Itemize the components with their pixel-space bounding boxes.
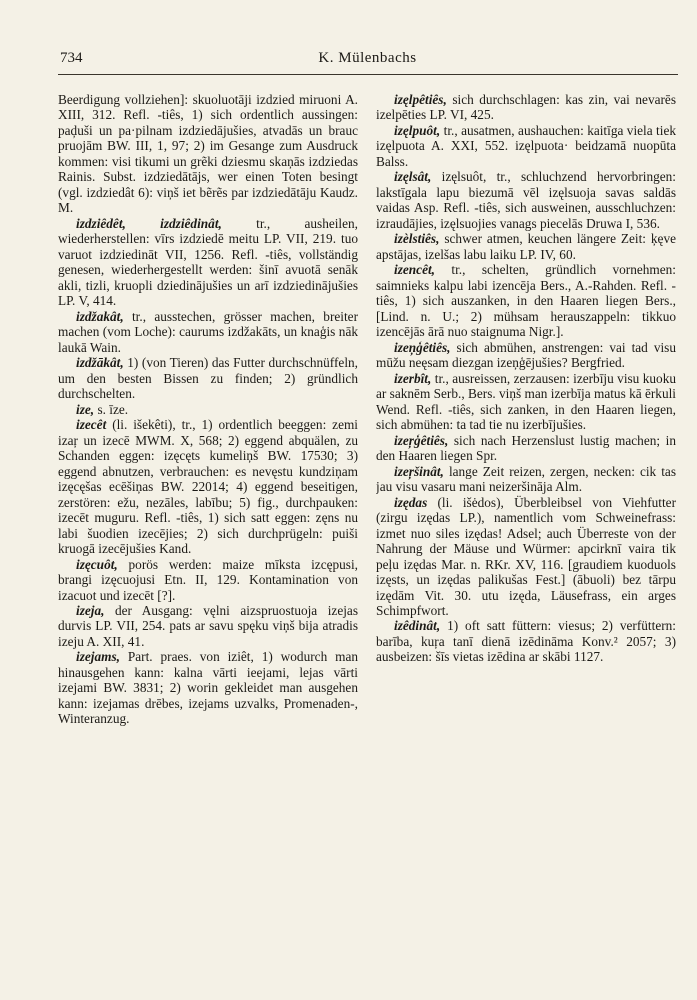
entry-headword: izeja, <box>76 602 105 618</box>
entry-headword: izèlstiês, <box>394 231 440 247</box>
entry-headword: izdziêdêt, izdziêdinât, <box>76 215 222 231</box>
entry-headword: izdžakât, <box>76 308 124 324</box>
entry-text: der Ausgang: vęlni aizspruostuoja izejas durvis LP. VII, 254. pats ar savu spęku viņš bija atradis izeju A. XII, 41. <box>58 602 358 649</box>
dictionary-entry <box>376 340 676 371</box>
entry-headword: izęlpuôt, <box>394 122 441 138</box>
entry-headword: izęlsât, <box>394 169 432 185</box>
entry-text: izęlsuôt, tr., schluchzend hervorbringen: lakstīgala lapu biezumā vēl izęlsuoja savas saldās vaidas Asp. Refl. -tiês, sich ausweinen, ausschluchzen: izraudājies, izęlsuojies vanags piecelās Druwa I, 536. <box>376 169 676 231</box>
entry-text: Beerdigung vollziehen]: skuoluotāji izdzied miruoni A. XIII, 312. Refl. -tiês, 1) sich ordentlich aussingen: paḑuši un pa·pilnam izdziedājušies, atvadās un brauc pruojām BW. III, 1, 97; 2) im Gesange zum Ausdruck kommen: visi tikumi un grẽki dziesmu skaņās izdziedas Rainis. Subst. izdziedātājs, wer einen Toten besingt (vgl. izdziedât 6): viņš iet bẽrẽs par izdziedātāju Kaudz. M. <box>58 92 358 216</box>
dictionary-entry <box>376 231 676 262</box>
dictionary-entry <box>58 417 358 556</box>
header-rule <box>58 74 678 75</box>
dictionary-entry <box>376 371 676 433</box>
dictionary-entry <box>376 495 676 619</box>
entry-headword: izeŗģêtiês, <box>394 432 449 448</box>
entry-text: sich nach Herzenslust lustig machen; in den Haaren liegen Spr. <box>376 432 676 464</box>
entry-text: 1) oft satt füttern: viesus; 2) verfüttern: barība, kuŗa tanī dienā izēdināma Konv.² 2057; 3) ausbeizen: šīs vietas izēdina ar skābi 1127. <box>376 618 676 665</box>
entry-text: tr., ausatmen, aushauchen: kaitīga viela tiek izęlpuota A. XXI, 552. izęlpuota· beidzamā nuopūta Balss. <box>376 122 676 169</box>
entry-text: sich durchschlagen: kas zin, vai nevarēs izelpēties LP. VI, 425. <box>376 92 676 123</box>
dictionary-entry <box>376 262 676 339</box>
entry-text: sich abmühen, anstrengen: vai tad visu mūžu neęsam diezgan izeņģējušies? Bergfried. <box>376 339 676 371</box>
entry-text: s. īze. <box>97 401 129 417</box>
entry-text: lange Zeit reizen, zergen, necken: cik tas jau visu vasaru mani neizeršināja Alm. <box>376 463 676 495</box>
entry-headword: izejams, <box>76 649 120 665</box>
entry-text: Part. praes. von iziêt, 1) wodurch man hinausgehen kann: kalna vārti ieejami, lejas vārti izejami BW. 3831; 2) worin gekleidet man ausgehen kann: izejamas drēbes, izejams uzvalks, Promenaden-, Winteranzug. <box>58 649 358 727</box>
dictionary-entry <box>58 309 358 355</box>
entry-text: tr., ausstechen, grösser machen, breiter machen (vom Loche): caurums izdžakāts, un knaģis nāk laukā Wain. <box>58 308 358 355</box>
entry-headword: ize, <box>76 401 95 417</box>
dictionary-entry <box>58 557 358 603</box>
entry-headword: izędas <box>394 494 428 510</box>
entry-headword: izeŗšinât, <box>394 463 444 479</box>
dictionary-entry <box>376 169 676 231</box>
dictionary-entry <box>58 402 358 417</box>
dictionary-entry <box>58 603 358 649</box>
dictionary-entry <box>376 618 676 664</box>
left-column <box>58 92 358 992</box>
entry-headword: izencêt, <box>394 262 435 278</box>
dictionary-entry <box>376 92 676 123</box>
entry-headword: izerbît, <box>394 370 432 386</box>
entry-text: schwer atmen, keuchen längere Zeit: ķęve apstājas, izelšas labu laiku LP. IV, 60. <box>376 231 676 262</box>
entry-text: (li. išekêti), tr., 1) ordentlich beeggen: zemi izaŗ un izecē MWM. X, 568; 2) eggend abquälen, zu Schanden eggen: izęcęts kumeliņš BW. 17530; 3) eggend abnutzen, verbrauchen: es nevęstu kundziņam izęcęšas ecēšiņas BW. 22014; 4) eggend beseitigen, zerstören: ežu, nezāles, labību; 5) fig., durchpauken: izecēt muguru. Refl. -tiês, 1) sich satt eggen: zęns nu labi šuodien izecējies; 2) sich durchprügeln: puiši kruogā izecējušies Kand. <box>58 417 358 557</box>
page-header <box>60 50 675 72</box>
dictionary-entry <box>58 216 358 309</box>
dictionary-entry <box>58 355 358 401</box>
page-number: 734 <box>60 50 83 66</box>
entry-headword: izdžākât, <box>76 355 124 371</box>
entry-headword: izęcuôt, <box>76 556 118 572</box>
entry-text: tr., schelten, gründlich vornehmen: saimnieks kalpu labi izencēja Bers., A.-Rahden. Refl. -tiês, 1) sich auszanken, in den Haaren liegen Bers., [Lind. n. U.; 2) mühsam herauszappeln: tikkuo izencējās ārā nuo staignuma Nigr.]. <box>376 262 676 340</box>
entry-text: tr., ausreissen, zerzausen: izerbīju visu kuoku ar saknēm Serb., Bers. viņš man izerbīja matus kā ērkuli Wend. Refl. -tiês, sich zanken, in den Haaren liegen, sich abmühen: ta tad tie nu izerbījušies. <box>376 370 676 433</box>
dictionary-entry <box>376 123 676 169</box>
dictionary-entry <box>58 92 358 216</box>
entry-text: tr., ausheilen, wiederherstellen: vīrs izdziedē meitu LP. VII, 219. tuo varuot izdziedināt VII, 1256. Refl. -tiês, vollständig genesen, wiederhergestellt werden: šinī avuotā senāk akli, tizli, kruopli dziedinājušies un arī izdziedinājušies LP. V, 414. <box>58 215 358 309</box>
entry-headword: izecêt <box>76 417 107 433</box>
entry-headword: izêdinât, <box>394 618 441 634</box>
dictionary-entry <box>376 433 676 464</box>
dictionary-entry <box>376 464 676 495</box>
entry-text: 1) (von Tieren) das Futter durchschnüffeln, um den besten Bissen zu finden; 2) gründlich durchschelten. <box>58 355 358 402</box>
entry-headword: izęlpêtiês, <box>394 92 447 107</box>
entry-text: porös werden: maize mīksta izcępusi, brangi izęcuojusi Etn. II, 129. Kontamination von izacuot und izecēt [?]. <box>58 556 358 603</box>
entry-text: (li. išėdos), Überbleibsel von Viehfutter (zirgu izędas LP.), namentlich vom Schweinefrass: izmet nuo siles izędas! Adsel; auch Überreste von der Nahrung der Mäuse und Würmer: apcirknī vaira tik peļu izędas Mar. n. RKr. XV, 116. [graudiem kuoduols izęsts, un izędas palikušas Fest.] (ābuoli) bez tārpu izędām Vit. 30. utu izęda, Läusefrass, ein arges Schimpfwort. <box>376 494 676 618</box>
dictionary-entry <box>58 649 358 726</box>
running-head: K. Mülenbachs <box>318 50 417 66</box>
right-column <box>376 92 676 992</box>
entry-headword: izeņģêtiês, <box>394 339 451 355</box>
